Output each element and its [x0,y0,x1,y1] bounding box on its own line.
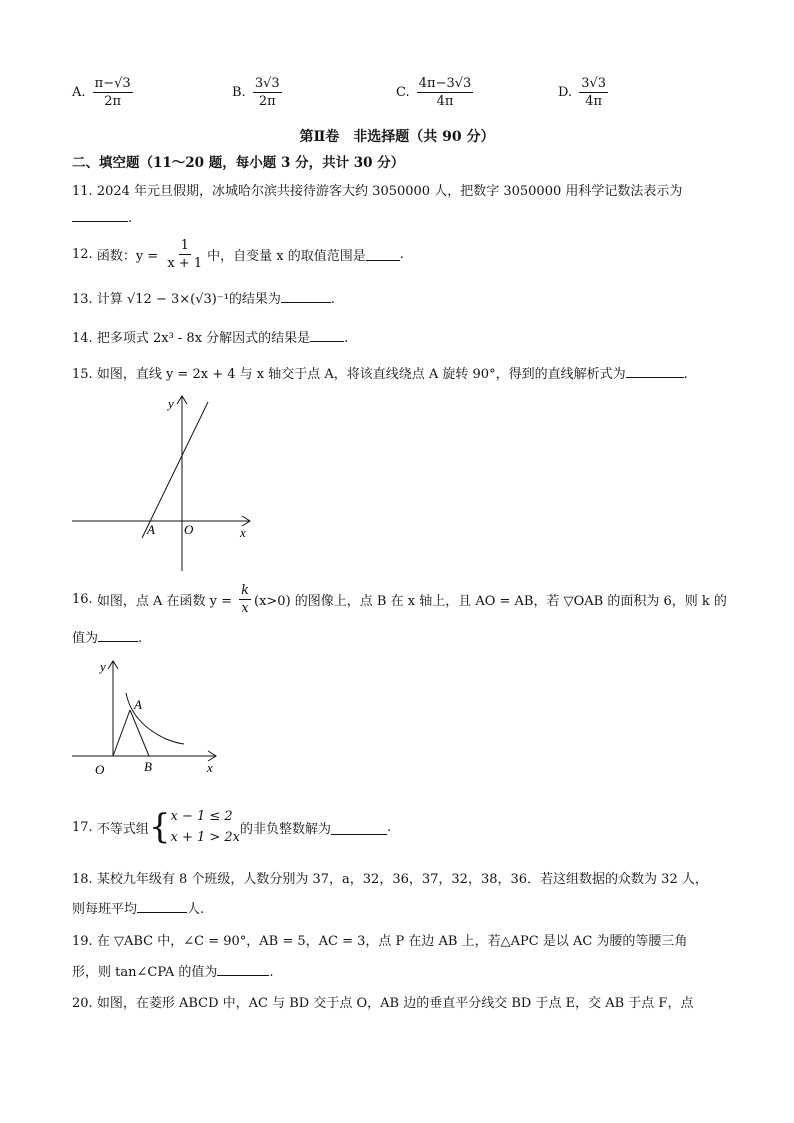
choice-c-label: C. [396,85,410,100]
fig16-segment-oa [113,710,130,756]
fig15-point-a: A [147,522,155,537]
q12-fnum: 1 [180,238,189,253]
fig16-y-label: y [100,659,106,674]
q19-tail: . [269,965,274,980]
question-19 [72,930,687,949]
fig16-point-b: B [144,759,152,774]
q16-fden: x [241,601,249,616]
fig15-y-label: y [168,396,174,411]
q14-blank[interactable] [310,330,344,342]
q16-line2 [72,627,142,646]
q12-number: 12. [72,247,93,262]
section-title: 二、填空题（11～20 题，每小题 3 分，共计 30 分） [72,155,405,171]
q15-tail: . [683,367,688,382]
q11-blank[interactable] [72,210,128,222]
fig16-origin: O [95,762,105,777]
q18-tail: 人. [187,902,205,917]
question-14 [72,327,348,346]
choice-a-fraction [93,76,133,109]
q19-number: 19. [72,934,93,949]
q16-pre: 如图，点 A 在函数 y = [96,594,232,609]
question-20 [72,992,693,1011]
q18-line2-text: 则每班平均 [72,902,138,917]
q17-blank[interactable] [331,823,387,835]
question-18 [72,868,708,887]
q19-blank[interactable] [217,964,269,976]
q13-number: 13. [72,292,93,307]
q16-tail: . [138,631,143,646]
question-11 [72,180,682,199]
figure-15 [66,390,266,575]
q12-blank[interactable] [366,249,400,261]
q13-blank[interactable] [281,291,331,303]
figure-16 [66,655,226,780]
q18-line2 [72,898,204,917]
q12-post: 中，自变量 x 的取值范围是 [207,249,366,264]
choice-d-fraction [579,76,608,109]
choice-b-label: B. [232,85,246,100]
part-title: 第Ⅱ卷 非选择题（共 90 分） [299,129,495,145]
q14-text: 把多项式 2x³ - 8x 分解因式的结果是 [96,331,311,346]
q13-expression: √12 − 3×(√3)⁻¹ [126,292,229,307]
q16-fraction [239,583,251,616]
q18-blank[interactable] [137,901,187,913]
choice-a-den: 2π [104,94,122,109]
q15-text: 如图，直线 y = 2x + 4 与 x 轴交于点 A，将该直线绕点 A 旋转 90°，得到的直线解析式为 [96,367,626,382]
q18-text: 某校九年级有 8 个班级，人数分别为 37，a，32，36，37，32，38，36．若这组数据的众数为 32 人， [96,872,708,887]
choice-d-num: 3√3 [581,76,607,91]
fig16-segment-ab [130,710,149,756]
q17-tail: . [387,819,392,835]
q11-answer-line [72,210,132,226]
q14-number: 14. [72,331,93,346]
q20-number: 20. [72,996,93,1011]
choice-c-fraction [417,76,474,109]
choice-d-label: D. [558,85,573,100]
q13-tail: . [330,292,336,307]
choice-d-den: 4π [585,94,603,109]
q11-text: 2024 年元旦假期，冰城哈尔滨共接待游客大约 3050000 人，把数字 3050000 用科学记数法表示为 [96,184,683,199]
q13-post: 的结果为 [228,292,281,307]
question-15 [72,363,688,382]
q17-number: 17. [72,819,93,835]
choice-c [396,76,476,109]
choice-a-num: π−√3 [94,76,131,91]
q14-tail: . [344,331,349,346]
q17-inequality-2: x + 1 > 2x [170,830,241,845]
q17-post: 的非负整数解为 [240,821,332,837]
fig15-x-label: x [240,525,246,540]
choice-a-label: A. [72,85,86,100]
question-16 [72,583,727,616]
choice-d [558,76,611,109]
fig15-origin: O [184,522,194,537]
choice-b-fraction [253,76,282,109]
q17-brace: { [148,807,171,847]
q17-pre: 不等式组 [96,821,149,837]
q19-line2 [72,961,274,980]
choice-b-den: 2π [258,94,276,109]
q16-line2-text: 值为 [72,631,99,646]
q15-number: 15. [72,367,93,382]
q13-pre: 计算 [96,292,123,307]
choice-a [72,76,136,109]
q16-post: (x>0) 的图像上，点 B 在 x 轴上，且 AO = AB，若 ▽OAB 的面积为 6，则 k 的 [254,594,727,609]
q11-tail: . [128,211,133,226]
choice-b-num: 3√3 [254,76,280,91]
question-12 [72,238,404,271]
q19-text: 在 ▽ABC 中，∠C = 90°，AB = 5，AC = 3，点 P 在边 AB 上，若△APC 是以 AC 为腰的等腰三角 [96,934,688,949]
q12-pre: 函数：y = [96,249,159,264]
q12-fden: x + 1 [167,256,203,271]
q12-tail: . [399,247,404,262]
q17-inequality-1: x − 1 ≤ 2 [170,809,233,824]
q16-number: 16. [72,592,93,607]
q19-line2-text: 形，则 tan∠CPA 的值为 [72,965,218,980]
question-13 [72,288,335,307]
choice-c-num: 4π−3√3 [418,76,472,91]
q12-fraction [165,238,204,271]
q20-text: 如图，在菱形 ABCD 中，AC 与 BD 交于点 O，AB 边的垂直平分线交 BD 于点 E，交 AB 于点 F，点 [96,996,694,1011]
q18-number: 18. [72,872,93,887]
q15-blank[interactable] [626,366,684,378]
choice-c-den: 4π [436,94,454,109]
choice-b [232,76,285,109]
question-17 [72,804,391,850]
q16-fnum: k [241,583,250,598]
q11-number: 11. [72,184,93,199]
q17-system [170,806,240,848]
fig15-line [142,402,208,538]
fig16-point-a: A [134,697,142,712]
fig16-x-label: x [207,760,213,775]
q16-blank[interactable] [98,630,138,642]
